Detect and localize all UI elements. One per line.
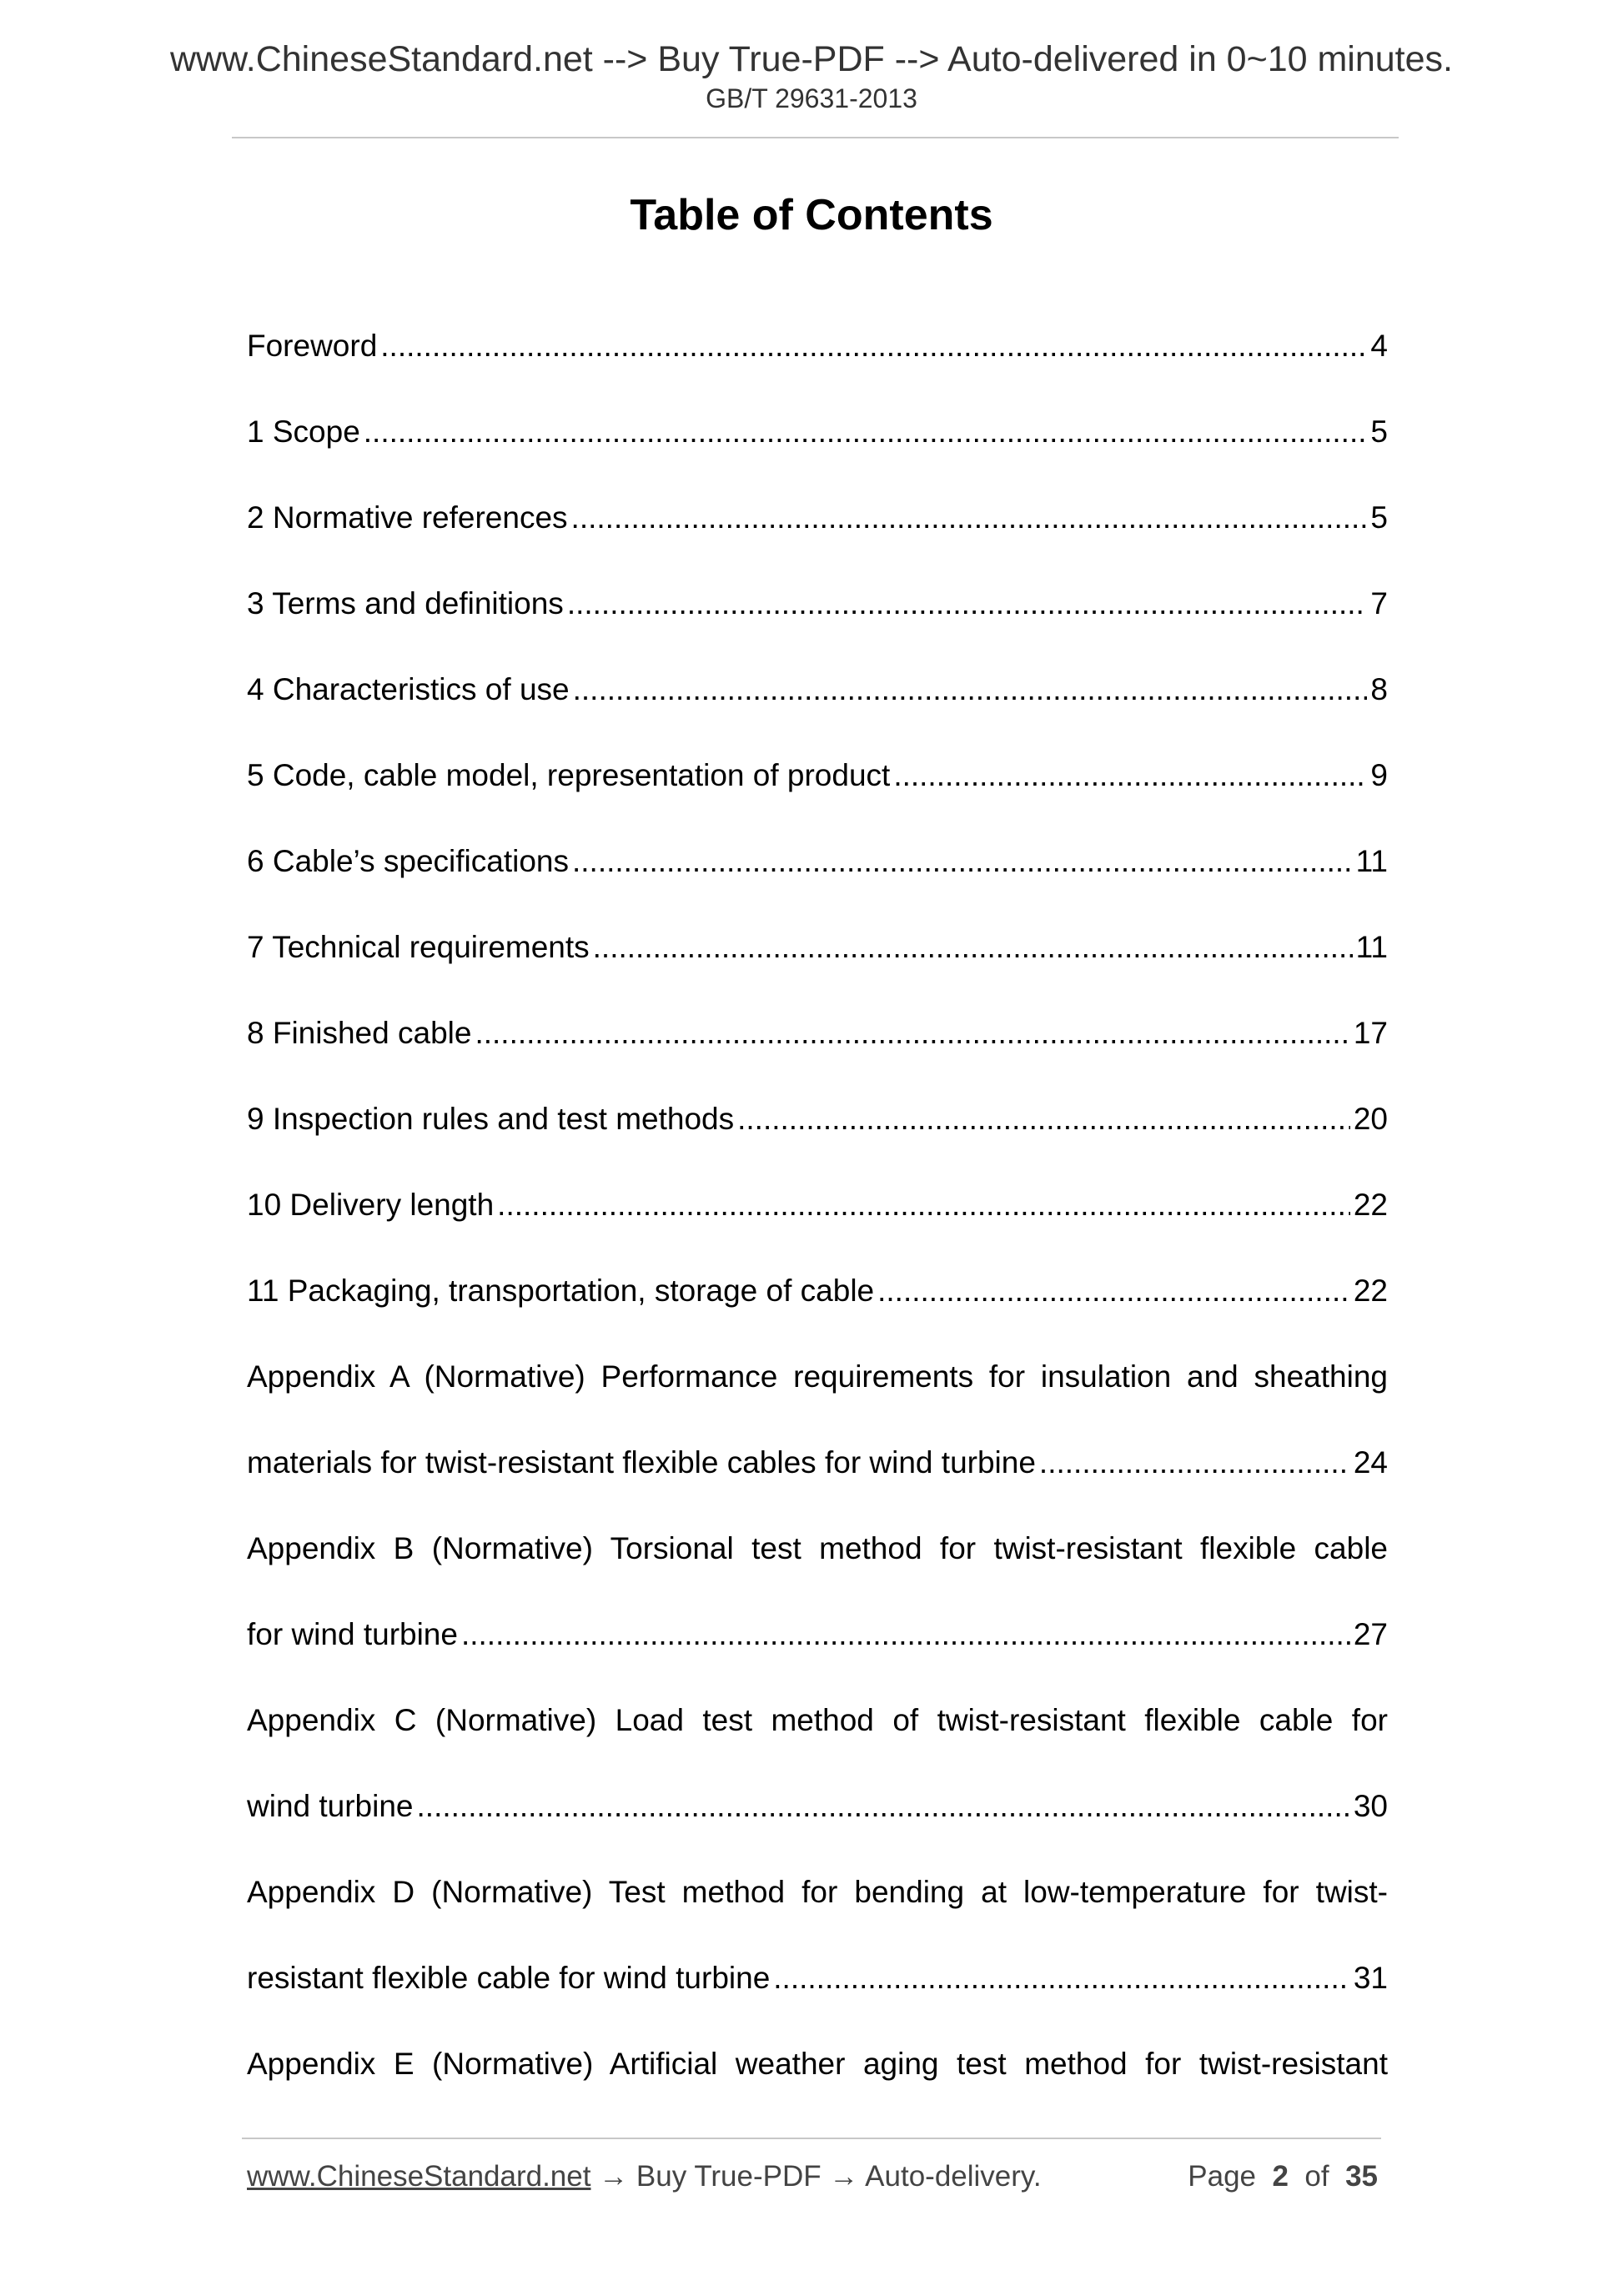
top-banner: www.ChineseStandard.net --> Buy True-PDF --> Auto-delivered in 0~10 minutes.: [169, 39, 1453, 79]
toc-entry-label: resistant flexible cable for wind turbine: [247, 1961, 771, 1995]
dot-leader: [1039, 1439, 1350, 1487]
toc-appendix-c-line2[interactable]: [247, 1782, 1388, 1868]
page-total: 35: [1345, 2160, 1378, 2193]
toc-appendix-e-line1[interactable]: Appendix E (Normative) Artificial weather aging test method for twist-resistant: [247, 2047, 1388, 2081]
page-footer: [247, 2162, 1378, 2191]
toc-entry-page: 5: [1370, 500, 1388, 535]
page-current: 2: [1272, 2160, 1289, 2193]
toc-entry-page: 24: [1353, 1445, 1388, 1480]
dot-leader: [571, 494, 1368, 542]
toc-appendix-d-line2[interactable]: [247, 1954, 1388, 2040]
dot-leader: [417, 1782, 1350, 1831]
toc-entry-finished-cable[interactable]: [247, 1009, 1388, 1095]
toc-appendix-b-line2[interactable]: [247, 1610, 1388, 1696]
header-divider: [232, 137, 1399, 138]
toc-entry-label: 5 Code, cable model, representation of product: [247, 758, 891, 792]
toc-entry-label: 10 Delivery length: [247, 1188, 495, 1222]
toc-appendix-a-line1[interactable]: Appendix A (Normative) Performance requirements for insulation and sheathing: [247, 1359, 1388, 1394]
toc-entry-page: 7: [1370, 586, 1388, 620]
toc-entry-label: Foreword: [247, 329, 378, 363]
table-of-contents: [247, 322, 1388, 2126]
page-word: Page: [1188, 2160, 1257, 2193]
toc-entry-label: 7 Technical requirements: [247, 930, 590, 964]
toc-entry-label: 6 Cable’s specifications: [247, 844, 569, 878]
dot-leader: [877, 1267, 1350, 1315]
dot-leader: [572, 837, 1353, 886]
toc-entry-label: 8 Finished cable: [247, 1016, 472, 1050]
toc-entry-label: 2 Normative references: [247, 500, 568, 535]
page-of: of: [1304, 2160, 1329, 2193]
toc-entry-scope[interactable]: [247, 408, 1388, 494]
dot-leader: [497, 1181, 1350, 1229]
toc-entry-normative-references[interactable]: [247, 494, 1388, 580]
dot-leader: [573, 666, 1368, 714]
toc-entry-code-cable-model[interactable]: [247, 751, 1388, 837]
toc-entry-page: 8: [1370, 672, 1388, 706]
toc-appendix-b-line1[interactable]: Appendix B (Normative) Torsional test method for twist-resistant flexible cable: [247, 1531, 1388, 1565]
toc-entry-page: 11: [1355, 930, 1388, 964]
toc-entry-foreword[interactable]: [247, 322, 1388, 408]
dot-leader: [893, 751, 1367, 800]
toc-entry-page: 17: [1353, 1016, 1388, 1050]
toc-appendix-a-line2[interactable]: [247, 1439, 1388, 1525]
toc-entry-inspection-rules[interactable]: [247, 1095, 1388, 1181]
toc-entry-cable-specifications[interactable]: [247, 837, 1388, 923]
toc-entry-page: 4: [1370, 329, 1388, 363]
toc-entry-page: 22: [1353, 1274, 1388, 1308]
toc-entry-delivery-length[interactable]: [247, 1181, 1388, 1267]
dot-leader: [475, 1009, 1349, 1058]
dot-leader: [567, 580, 1368, 628]
toc-entry-label: wind turbine: [247, 1789, 414, 1823]
toc-entry-page: 22: [1353, 1188, 1388, 1222]
toc-entry-page: 31: [1353, 1961, 1388, 1995]
toc-entry-page: 27: [1353, 1617, 1388, 1651]
toc-entry-page: 9: [1370, 758, 1388, 792]
toc-entry-technical-requirements[interactable]: [247, 923, 1388, 1009]
toc-entry-page: 30: [1353, 1789, 1388, 1823]
toc-entry-label: 11 Packaging, transportation, storage of cable: [247, 1274, 875, 1308]
dot-leader: [773, 1954, 1350, 2002]
footer-site-link[interactable]: www.ChineseStandard.net: [247, 2160, 591, 2193]
document-code: GB/T 29631-2013: [706, 83, 917, 113]
toc-entry-label: 3 Terms and definitions: [247, 586, 564, 620]
dot-leader: [737, 1095, 1350, 1143]
toc-entry-page: 20: [1353, 1102, 1388, 1136]
toc-entry-page: 5: [1370, 414, 1388, 449]
toc-entry-terms-definitions[interactable]: [247, 580, 1388, 666]
toc-appendix-c-line1[interactable]: Appendix C (Normative) Load test method of twist-resistant flexible cable for: [247, 1703, 1388, 1737]
toc-entry-packaging[interactable]: [247, 1267, 1388, 1353]
footer-tagline: → Buy True-PDF → Auto-delivery.: [590, 2160, 1042, 2193]
dot-leader: [593, 923, 1353, 972]
page-indicator: [1188, 2162, 1378, 2191]
toc-entry-label: 9 Inspection rules and test methods: [247, 1102, 735, 1136]
page-title: Table of Contents: [630, 191, 993, 239]
toc-entry-characteristics-of-use[interactable]: [247, 666, 1388, 751]
toc-entry-label: for wind turbine: [247, 1617, 458, 1651]
toc-entry-label: 1 Scope: [247, 414, 360, 449]
dot-leader: [380, 322, 1367, 370]
dot-leader: [364, 408, 1368, 456]
toc-entry-page: 11: [1355, 844, 1388, 878]
dot-leader: [461, 1610, 1350, 1659]
toc-entry-label: 4 Characteristics of use: [247, 672, 570, 706]
toc-appendix-d-line1[interactable]: Appendix D (Normative) Test method for bending at low-temperature for twist-: [247, 1875, 1388, 1909]
toc-entry-label: materials for twist-resistant flexible cables for wind turbine: [247, 1445, 1036, 1480]
footer-divider: [242, 2138, 1381, 2139]
